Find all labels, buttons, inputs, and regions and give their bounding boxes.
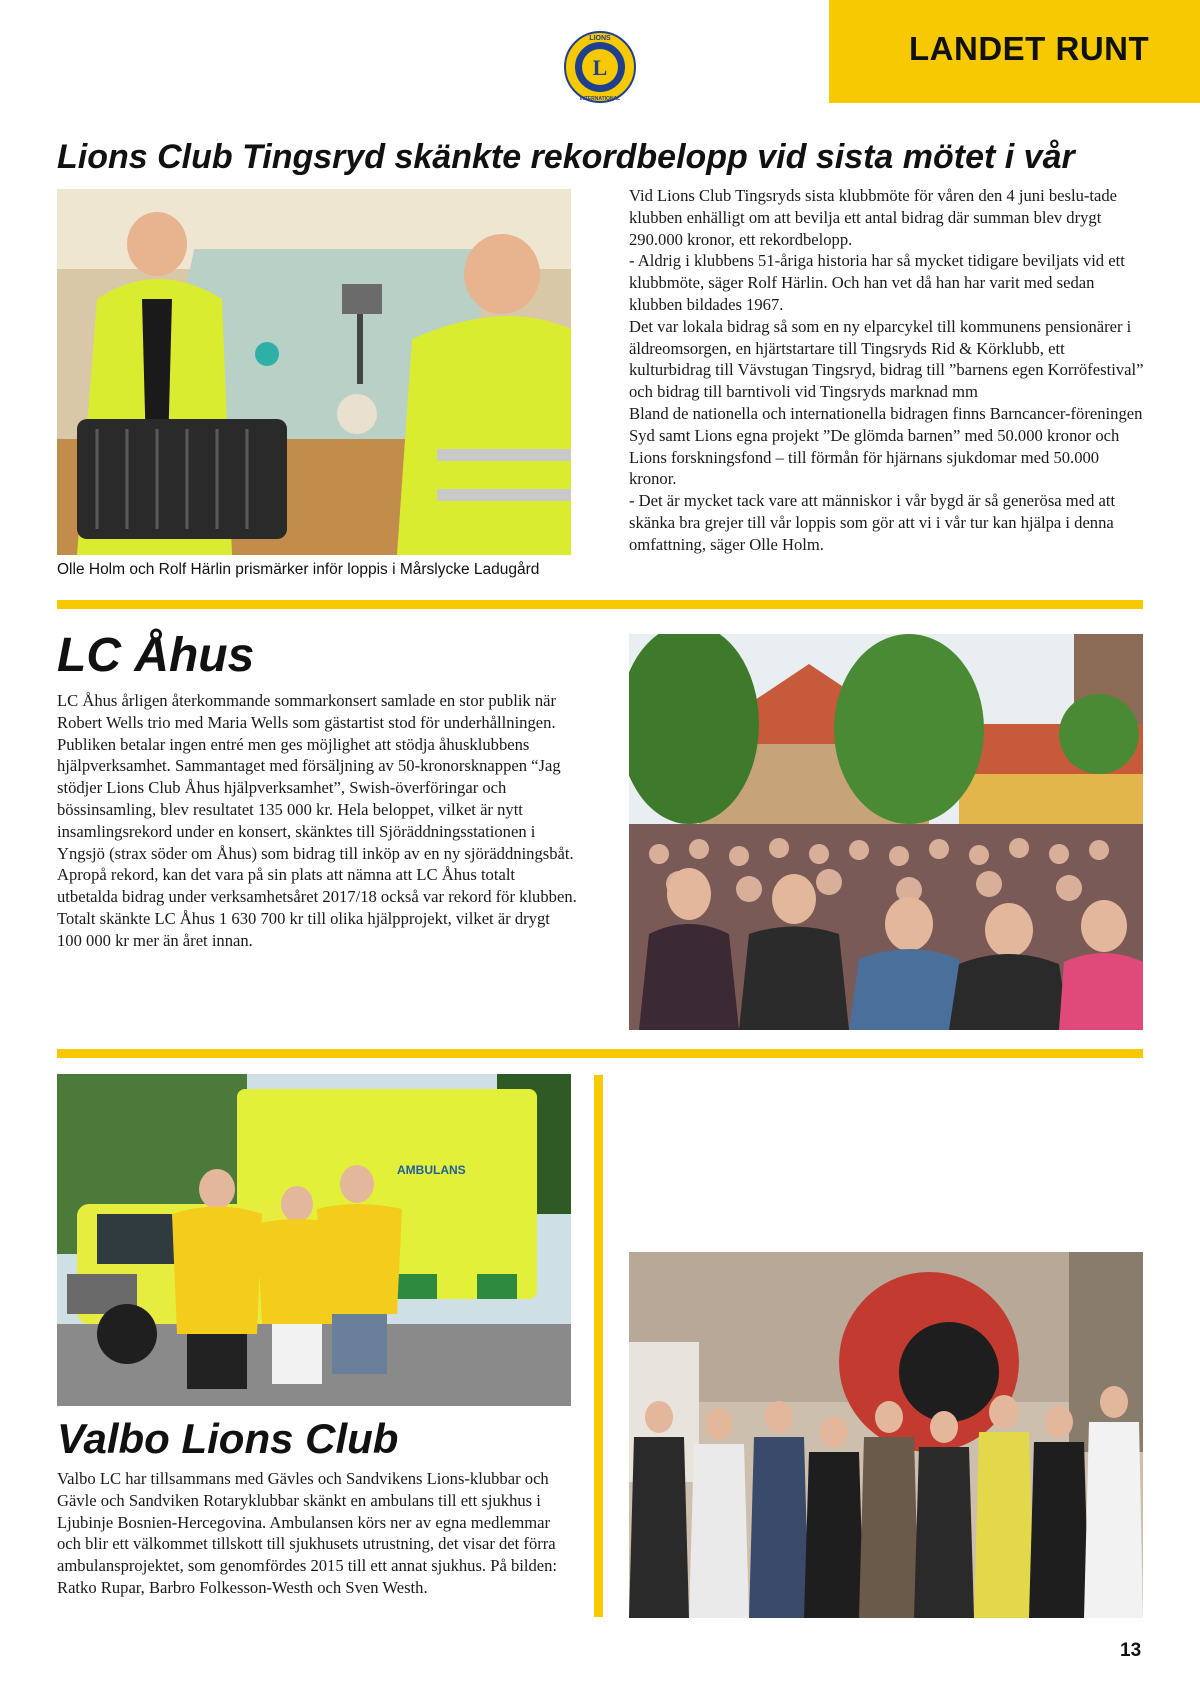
photo-tingsryd [57,189,571,555]
section-tab [829,0,1200,103]
body-tingsryd [629,185,1149,556]
headline-tingsryd: Lions Club Tingsryd skänkte rekordbelopp vid sista mötet i vår [57,138,1075,176]
paragraph: Valbo LC har tillsammans med Gävles och Sandvikens Lions-klubbar och Gävle och Sandviken Rotaryklubbar skänkt en ambulans till ett sjukhus i Ljubinje Bosnien-Hercegovina. Ambulansen körs ner av egna medlemmar och blir ett välkommet tillskott till sjukhusets utrustning, det visar det förra ambulansprojektet, som genomfördes 2015 till ett annat sjukhus. På bilden: Ratko Rupar, Barbro Folkesson-Westh och Sven Westh. [57,1469,558,1597]
photo-sollefteaa-fashion-show [629,1252,1143,1618]
divider [57,600,1143,609]
svg-text:L: L [592,55,608,80]
photo-ahus-concert [629,634,1143,1030]
paragraph: Bland de nationella och internationella bidragen finns Barncancer-föreningen Syd samt Lions egna projekt ”De glömda barnen” med 50.000 kronor och Lions forskningsfond – till förmån för hjärnans sjukdomar med 50.000 kronor. [629,403,1143,489]
paragraph: LC Åhus årligen återkommande sommarkonsert samlade en stor publik när Robert Wells trio med Maria Wells som gästartist stod för underhållningen. Publiken betalar ingen entré men ges möjlighet att stödja åhusklubbens hjälpverksamhet. Sammantaget med försäljning av 50-kronorsknappen “Jag stödjer Lions Club Åhus hjälpverksamhet”, Swish-överföringar och bössinsamling, blev resultatet 135 000 kr. Hela beloppet, vilket är nytt insamlingsrekord under en konsert, skänktes till Sjöräddningsstationen i Yngsjö (strax söder om Åhus) som bidrag till inköp av en ny sjöräddningsbåt. [57,691,574,863]
paragraph: - Det är mycket tack vare att människor i vår bygd är så generösa med att skänka bra grejer till vår loppis som gör att vi i vår tur kan hjälpa i denna omfattning, säger Olle Holm. [629,491,1116,554]
divider [57,1049,1143,1058]
headline-ahus: LC Åhus [57,629,255,682]
photo-valbo-ambulance [57,1074,571,1406]
page-number: 13 [1120,1640,1142,1661]
logo-text-bottom: INTERNATIONAL [579,96,621,102]
paragraph: Det var lokala bidrag så som en ny elparcykel till kommunens pensionärer i äldreomsorgen, en hjärtstartare till Tingsryds Rid & Körklubb, ett kulturbidrag till Vävstugan Tingsryd, bidrag till ”barnens egen Korröfestival” och bidrag till barntivoli vid Tingsryds marknad mm [629,316,1144,402]
body-ahus [57,690,577,952]
section-label: LANDET RUNT [909,30,1150,67]
lions-logo-icon [563,30,637,104]
photo-caption-tingsryd: Olle Holm och Rolf Härlin prismärker inför loppis i Mårslycke Ladugård [57,561,540,578]
body-valbo [57,1468,577,1599]
column-divider [594,1075,603,1617]
headline-valbo: Valbo Lions Club [57,1415,399,1462]
paragraph: Apropå rekord, kan det vara på sin plats att nämna att LC Åhus totalt utbetalda bidrag under verksamhetsåret 2017/18 också var rekord för klubben. Totalt skänkte LC Åhus 1 630 700 kr till olika hjälpprojekt, vilket är drygt 100 000 kr mer än året innan. [57,865,577,950]
ambulance-label: AMBULANS [397,1163,466,1177]
paragraph: Vid Lions Club Tingsryds sista klubbmöte för våren den 4 juni beslu-tade klubben enhälligt om att bevilja ett antal bidrag där summan blev drygt 290.000 kronor, ett rekordbelopp. [629,186,1118,249]
logo-text-top: LIONS [589,35,611,42]
paragraph: - Aldrig i klubbens 51-åriga historia har så mycket tidigare beviljats vid ett klubbmöte, säger Rolf Härlin. Och han vet då han har varit med sedan klubben bildades 1967. [629,251,1125,314]
